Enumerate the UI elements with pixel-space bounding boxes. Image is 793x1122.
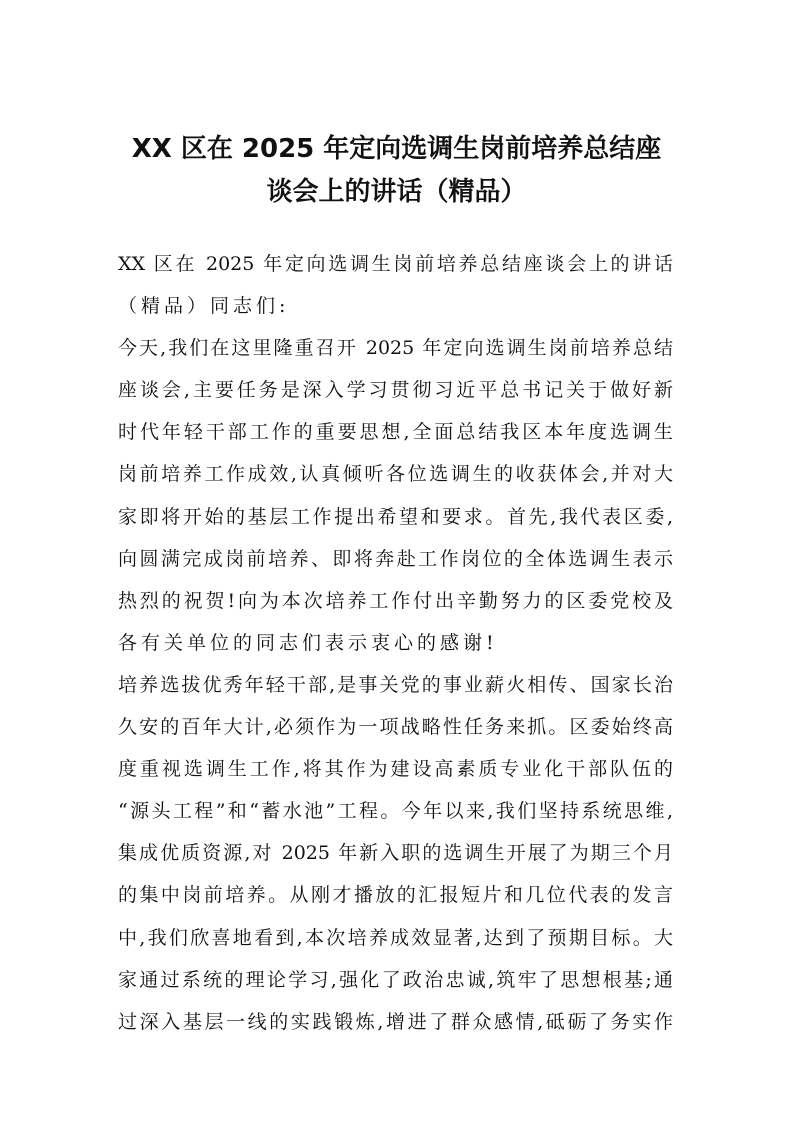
text-line: 家通过系统的理论学习,强化了政治忠诚,筑牢了思想根基;通 — [118, 968, 673, 991]
text-line: 培养选拔优秀年轻干部,是事关党的事业薪火相传、国家长治 — [118, 673, 673, 696]
text-line: 集成优质资源,对 2025 年新入职的选调生开展了为期三个月 — [118, 842, 673, 865]
document-title-line-2: 谈会上的讲话（精品） — [266, 177, 527, 207]
text-line: 热烈的祝贺!向为本次培养工作付出辛勤努力的区委党校及 — [118, 589, 673, 612]
document-title-line-1: XX 区在 2025 年定向选调生岗前培养总结座 — [131, 134, 662, 164]
text-line: “源头工程”和“蓄水池”工程。今年以来,我们坚持系统思维, — [118, 800, 673, 823]
text-line: 今天,我们在这里隆重召开 2025 年定向选调生岗前培养总结 — [118, 337, 673, 360]
text-line: 岗前培养工作成效,认真倾听各位选调生的收获体会,并对大 — [118, 463, 673, 486]
text-line: 度重视选调生工作,将其作为建设高素质专业化干部队伍的 — [118, 758, 673, 781]
text-line: 久安的百年大计,必须作为一项战略性任务来抓。区委始终高 — [118, 716, 673, 739]
text-line: XX 区在 2025 年定向选调生岗前培养总结座谈会上的讲话 — [118, 253, 673, 275]
text-line: 座谈会,主要任务是深入学习贯彻习近平总书记关于做好新 — [118, 379, 673, 402]
paragraph — [118, 243, 673, 327]
text-line: 过深入基层一线的实践锻炼,增进了群众感情,砥砺了务实作 — [118, 1010, 673, 1033]
text-line: 的集中岗前培养。从刚才播放的汇报短片和几位代表的发言 — [118, 884, 673, 907]
document-body — [118, 243, 673, 1043]
text-line: 家即将开始的基层工作提出希望和要求。首先,我代表区委, — [118, 505, 673, 528]
paragraph — [118, 327, 673, 664]
text-line: 时代年轻干部工作的重要思想,全面总结我区本年度选调生 — [118, 421, 673, 444]
text-line: 向圆满完成岗前培养、即将奔赴工作岗位的全体选调生表示 — [118, 547, 673, 570]
paragraph — [118, 664, 673, 1043]
text-line: 各有关单位的同志们表示衷心的感谢! — [118, 631, 498, 654]
text-line: （精品）同志们: — [118, 295, 290, 318]
text-line: 中,我们欣喜地看到,本次培养成效显著,达到了预期目标。大 — [118, 926, 673, 949]
